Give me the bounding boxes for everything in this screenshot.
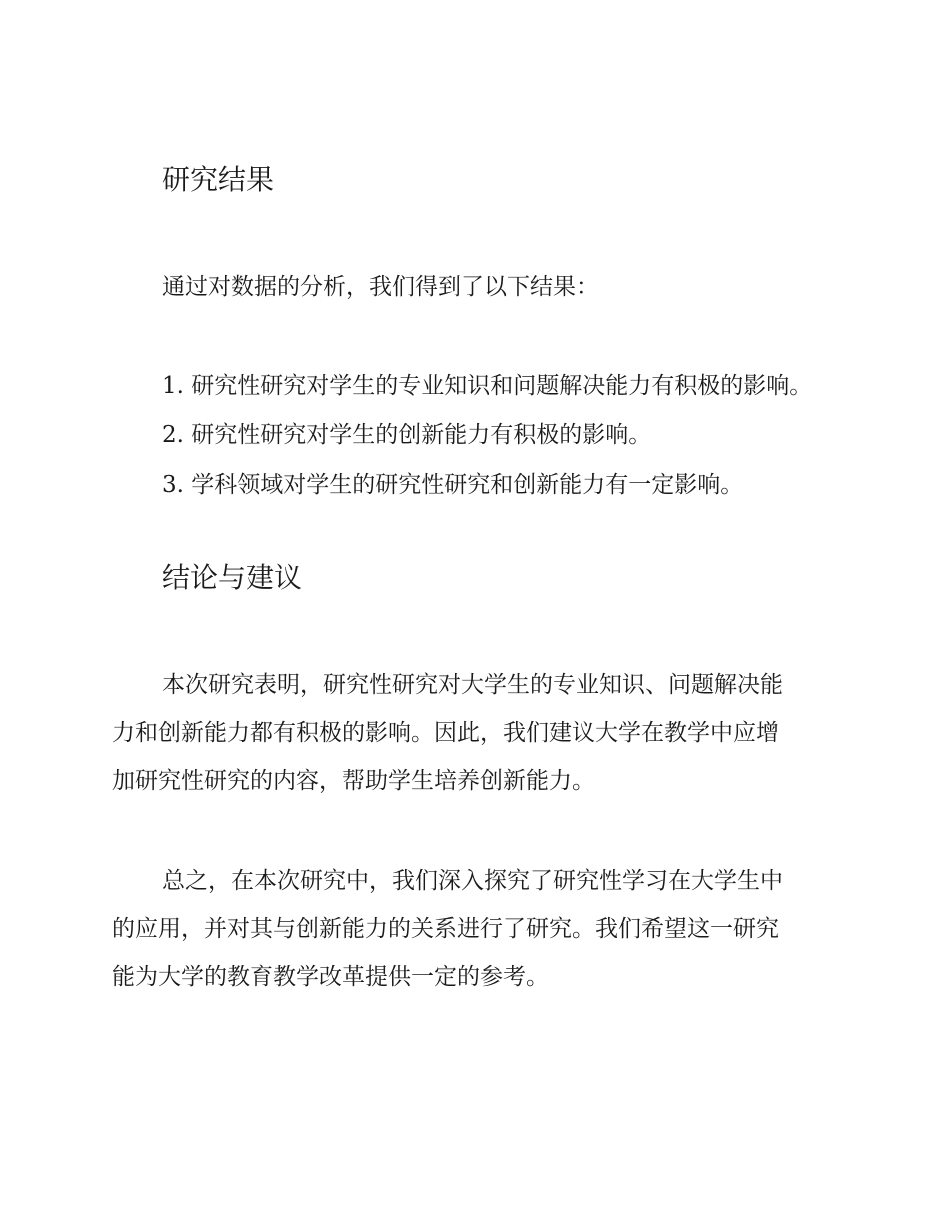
paragraph-line: 力和创新能力都有积极的影响。因此，我们建议大学在教学中应增 (112, 720, 779, 746)
results-item: 1. 研究性研究对学生的专业知识和问题解决能力有积极的影响。 (162, 373, 813, 399)
results-intro: 通过对数据的分析，我们得到了以下结果： (162, 274, 599, 300)
results-item: 3. 学科领域对学生的研究性研究和创新能力有一定影响。 (162, 472, 744, 498)
results-item: 2. 研究性研究对学生的创新能力有积极的影响。 (162, 422, 652, 448)
paragraph-line: 的应用，并对其与创新能力的关系进行了研究。我们希望这一研究 (112, 916, 779, 942)
paragraph-line: 加研究性研究的内容，帮助学生培养创新能力。 (112, 768, 595, 794)
paragraph-line: 本次研究表明，研究性研究对大学生的专业知识、问题解决能 (162, 672, 783, 698)
conclusion-heading: 结论与建议 (162, 561, 303, 594)
results-heading: 研究结果 (162, 163, 275, 196)
paragraph-line: 能为大学的教育教学改革提供一定的参考。 (112, 964, 549, 990)
paragraph-line: 总之，在本次研究中，我们深入探究了研究性学习在大学生中 (162, 868, 783, 894)
